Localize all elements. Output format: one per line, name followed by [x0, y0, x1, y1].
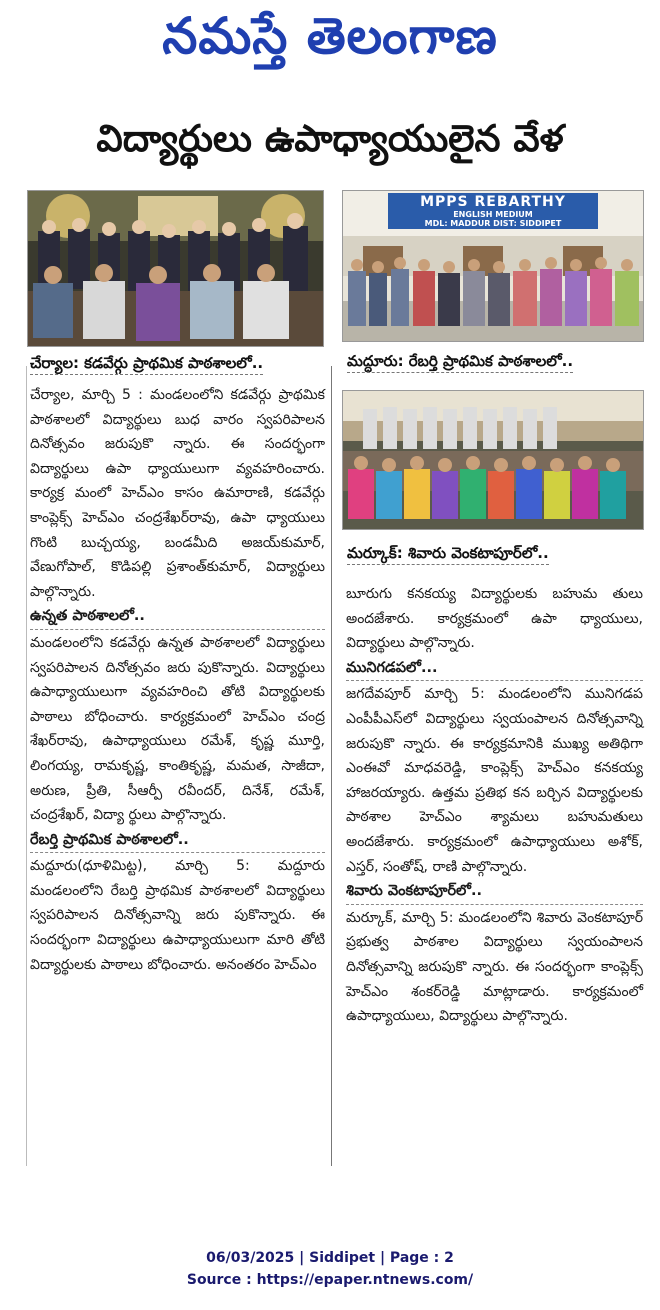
left-article-column	[30, 383, 325, 977]
signboard-line2: ENGLISH MEDIUM	[453, 210, 533, 219]
article-paragraph: మండలంలోని కడవేర్గు ఉన్నత పాఠశాలలో విద్యార్థులు స్వపరిపాలన దినోత్సవం జరు పుకొన్నారు. విద్యార్థులు ఉపాధ్యాయులుగా వ్యవహరించి తోటి విద్యార్థులకు పాఠాలు బోధించారు. కార్యక్రమంలో హెచ్‌ఎం చంద్ర శేఖర్‌రావు, ఉపాధ్యాయులు రమేశ్, కృష్ణ మూర్తి, లింగయ్య, రామకృష్ణ, కాంతికృష్ణ, మమత, సాజీదా, అరుణ, ప్రీతి, సీఆర్పీ రవీందర్, దినేశ్, రమేశ్, చంద్రశేఖర్, విద్యా ర్థులు పాల్గొన్నారు.	[30, 634, 325, 824]
subheading-rebarthy-school: రేబర్తి ప్రాథమిక పాఠశాలలో..	[30, 828, 325, 854]
page-headline: విద్యార్థులు ఉపాధ్యాయులైన వేళ	[96, 117, 564, 160]
left-margin-line	[26, 366, 27, 1166]
photo-maddur-school	[342, 190, 644, 342]
subheading-high-school: ఉన్నత పాఠశాలలో..	[30, 604, 325, 630]
subheading-munigadapa: మునిగడపలో...	[346, 656, 643, 682]
caption-markook: మర్కూక్: శివారు వెంకటాపూర్‌లో..	[347, 542, 549, 565]
masthead: నమస్తే తెలంగాణ	[162, 6, 498, 65]
photo-cheryala-school	[27, 190, 324, 347]
article-paragraph: మద్దూరు(ధూళిమిట్ట), మార్చి 5: మద్దూరు మండలంలోని రేబర్తి ప్రాథమిక పాఠశాలలో విద్యార్థులు స్వపరిపాలన దినోత్సవాన్ని జరు పుకొన్నారు. ఈ సందర్భంగా విద్యార్థులు ఉపాధ్యాయులుగా మారి తోటి విద్యార్థులకు పాఠాలు బోధించారు. అనంతరం హెచ్‌ఎం	[30, 858, 325, 973]
right-article-column	[346, 582, 643, 1029]
article-paragraph: చేర్యాల, మార్చి 5 : మండలంలోని కడవేర్గు ప్రాథమిక పాఠశాలలో విద్యార్థులు బుధ వారం స్వపరిపాలన దినోత్సవం జరుపుకొ న్నారు. ఈ సందర్భంగా విద్యార్థులు ఉపా ధ్యాయులుగా వ్యవహరించారు. కార్యక్ర మంలో హెచ్‌ఎం కాసం ఉమారాణి, కడవేర్గు కాంప్లెక్స్ హెచ్‌ఎం చంద్రశేఖర్‌రావు, ఉపా ధ్యాయులు గొంటి బుచ్చయ్య, బండమీది అజయ్‌కుమార్, వేణుగోపాల్, కొడిపల్లి ప్రశాంత్‌కుమార్, విద్యార్థులు పాల్గొన్నారు.	[30, 387, 325, 600]
article-paragraph: బూరుగు కనకయ్య విద్యార్థులకు బహుమ తులు అందజేశారు. కార్యక్రమంలో ఉపా ధ్యాయులు, విద్యార్థులు పాల్గొన్నారు.	[346, 586, 643, 652]
signboard-line1: MPPS REBARTHY	[420, 194, 566, 210]
caption-cheryala: చేర్యాల: కడవేర్గు ప్రాథమిక పాఠశాలలో..	[30, 352, 263, 375]
column-divider	[331, 366, 332, 1166]
signboard-line3: MDL: MADDUR DIST: SIDDIPET	[424, 219, 562, 228]
subheading-shivaru-venkatapur: శివారు వెంకటాపూర్‌లో..	[346, 879, 643, 905]
article-paragraph: జగదేవపూర్ మార్చి 5: మండలంలోని మునిగడప ఎంపీపీఎస్‌లో విద్యార్థులు స్వయంపాలన దినోత్సవాన్ని జరుపుకొ న్నారు. ఈ కార్యక్రమానికి ముఖ్య అతిథిగా ఎంఈవో మాధవరెడ్డి, కాంప్లెక్స్ హెచ్‌ఎం కనకయ్య హాజరయ్యారు. ఉత్తమ ప్రతిభ కన బర్చిన విద్యార్థులకు పాఠశాల హెచ్‌ఎం శ్యామలు బహుమతులు అందజేశారు. కార్యక్రమంలో ఉపాధ్యాయులు అశోక్, ఎస్తర్, సంతోష్, రాణి పాల్గొన్నారు.	[346, 686, 643, 875]
article-paragraph: మర్కూక్, మార్చి 5: మండలంలోని శివారు వెంకటాపూర్ ప్రభుత్వ పాఠశాల విద్యార్థులు స్వయంపాలన దినోత్సవాన్ని జరుపుకొ న్నారు. ఈ సందర్భంగా కాంప్లెక్స్ హెచ్‌ఎం శంకర్‌రెడ్డి మాట్లాడారు. కార్యక్రమంలో ఉపాధ్యాయులు, విద్యార్థులు పాల్గొన్నారు.	[346, 909, 643, 1025]
photo-markook-school	[342, 390, 644, 530]
footer-date-edition: 06/03/2025 | Siddipet | Page : 2	[206, 1250, 454, 1266]
footer-source-link[interactable]: Source : https://epaper.ntnews.com/	[186, 1272, 474, 1288]
school-signboard	[343, 191, 643, 228]
caption-maddur: మద్దూరు: రేబర్తి ప్రాథమిక పాఠశాలలో..	[347, 350, 573, 373]
